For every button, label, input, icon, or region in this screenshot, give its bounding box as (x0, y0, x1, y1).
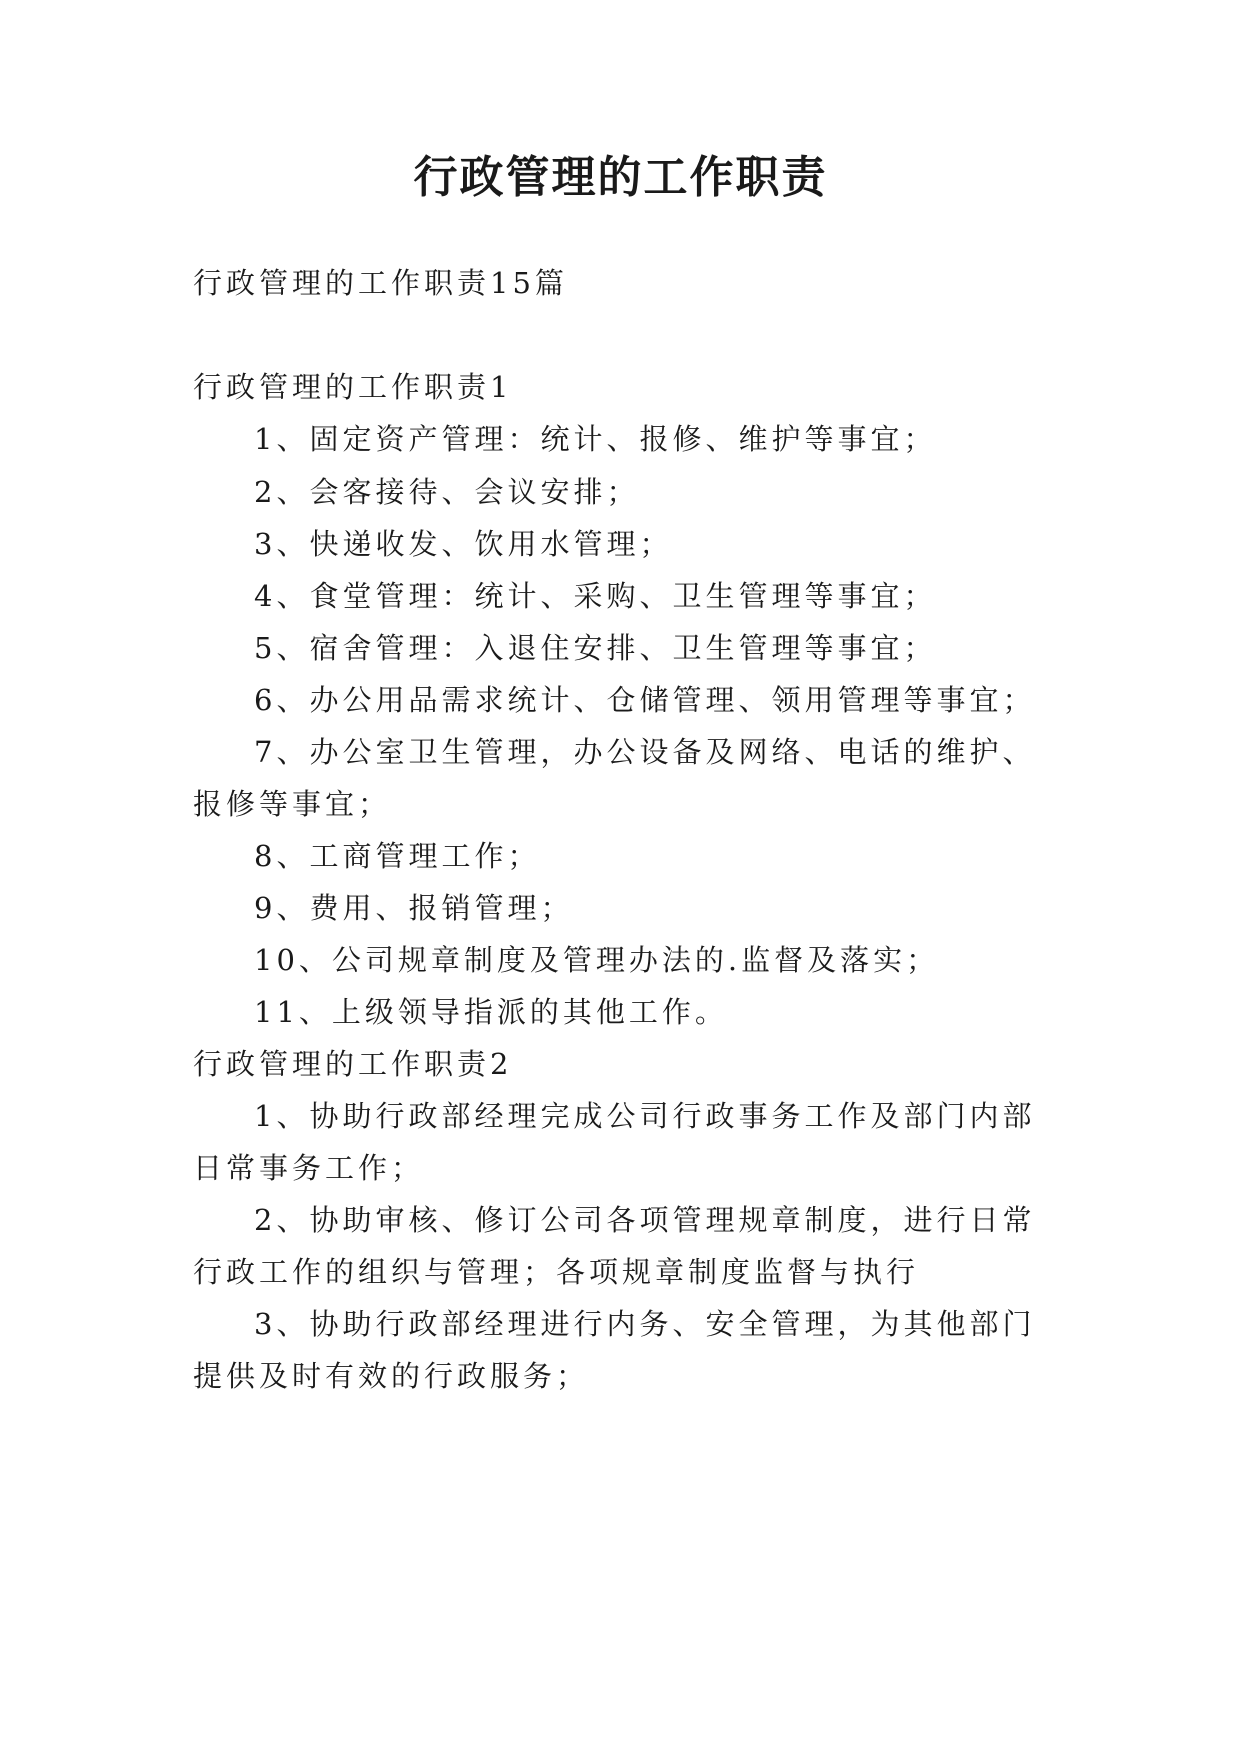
list-item-continuation: 提供及时有效的行政服务； (193, 1359, 590, 1393)
section-heading: 行政管理的工作职责1 (193, 370, 513, 404)
list-item: 6、办公用品需求统计、仓储管理、领用管理等事宜； (254, 683, 1036, 717)
list-item: 1、协助行政部经理完成公司行政事务工作及部门内部 (254, 1099, 1036, 1133)
list-item: 2、协助审核、修订公司各项管理规章制度，进行日常 (254, 1203, 1036, 1237)
list-item-continuation: 行政工作的组织与管理；各项规章制度监督与执行 (193, 1255, 920, 1289)
list-item: 8、工商管理工作； (254, 839, 541, 873)
section-heading: 行政管理的工作职责2 (193, 1047, 513, 1081)
list-item: 4、食堂管理：统计、采购、卫生管理等事宜； (254, 579, 937, 613)
document-subtitle: 行政管理的工作职责15篇 (193, 266, 568, 300)
list-item-continuation: 日常事务工作； (193, 1151, 425, 1185)
list-item-continuation: 报修等事宜； (193, 787, 392, 821)
document-title: 行政管理的工作职责 (413, 152, 828, 203)
list-item: 10、公司规章制度及管理办法的.监督及落实； (254, 943, 940, 977)
list-item: 7、办公室卫生管理，办公设备及网络、电话的维护、 (254, 735, 1036, 769)
list-item: 2、会客接待、会议安排； (254, 475, 640, 509)
list-item: 11、上级领导指派的其他工作。 (254, 995, 728, 1029)
list-item: 3、协助行政部经理进行内务、安全管理，为其他部门 (254, 1307, 1036, 1341)
list-item: 5、宿舍管理：入退住安排、卫生管理等事宜； (254, 631, 937, 665)
list-item: 3、快递收发、饮用水管理； (254, 527, 673, 561)
list-item: 9、费用、报销管理； (254, 891, 574, 925)
list-item: 1、固定资产管理：统计、报修、维护等事宜； (254, 422, 937, 456)
